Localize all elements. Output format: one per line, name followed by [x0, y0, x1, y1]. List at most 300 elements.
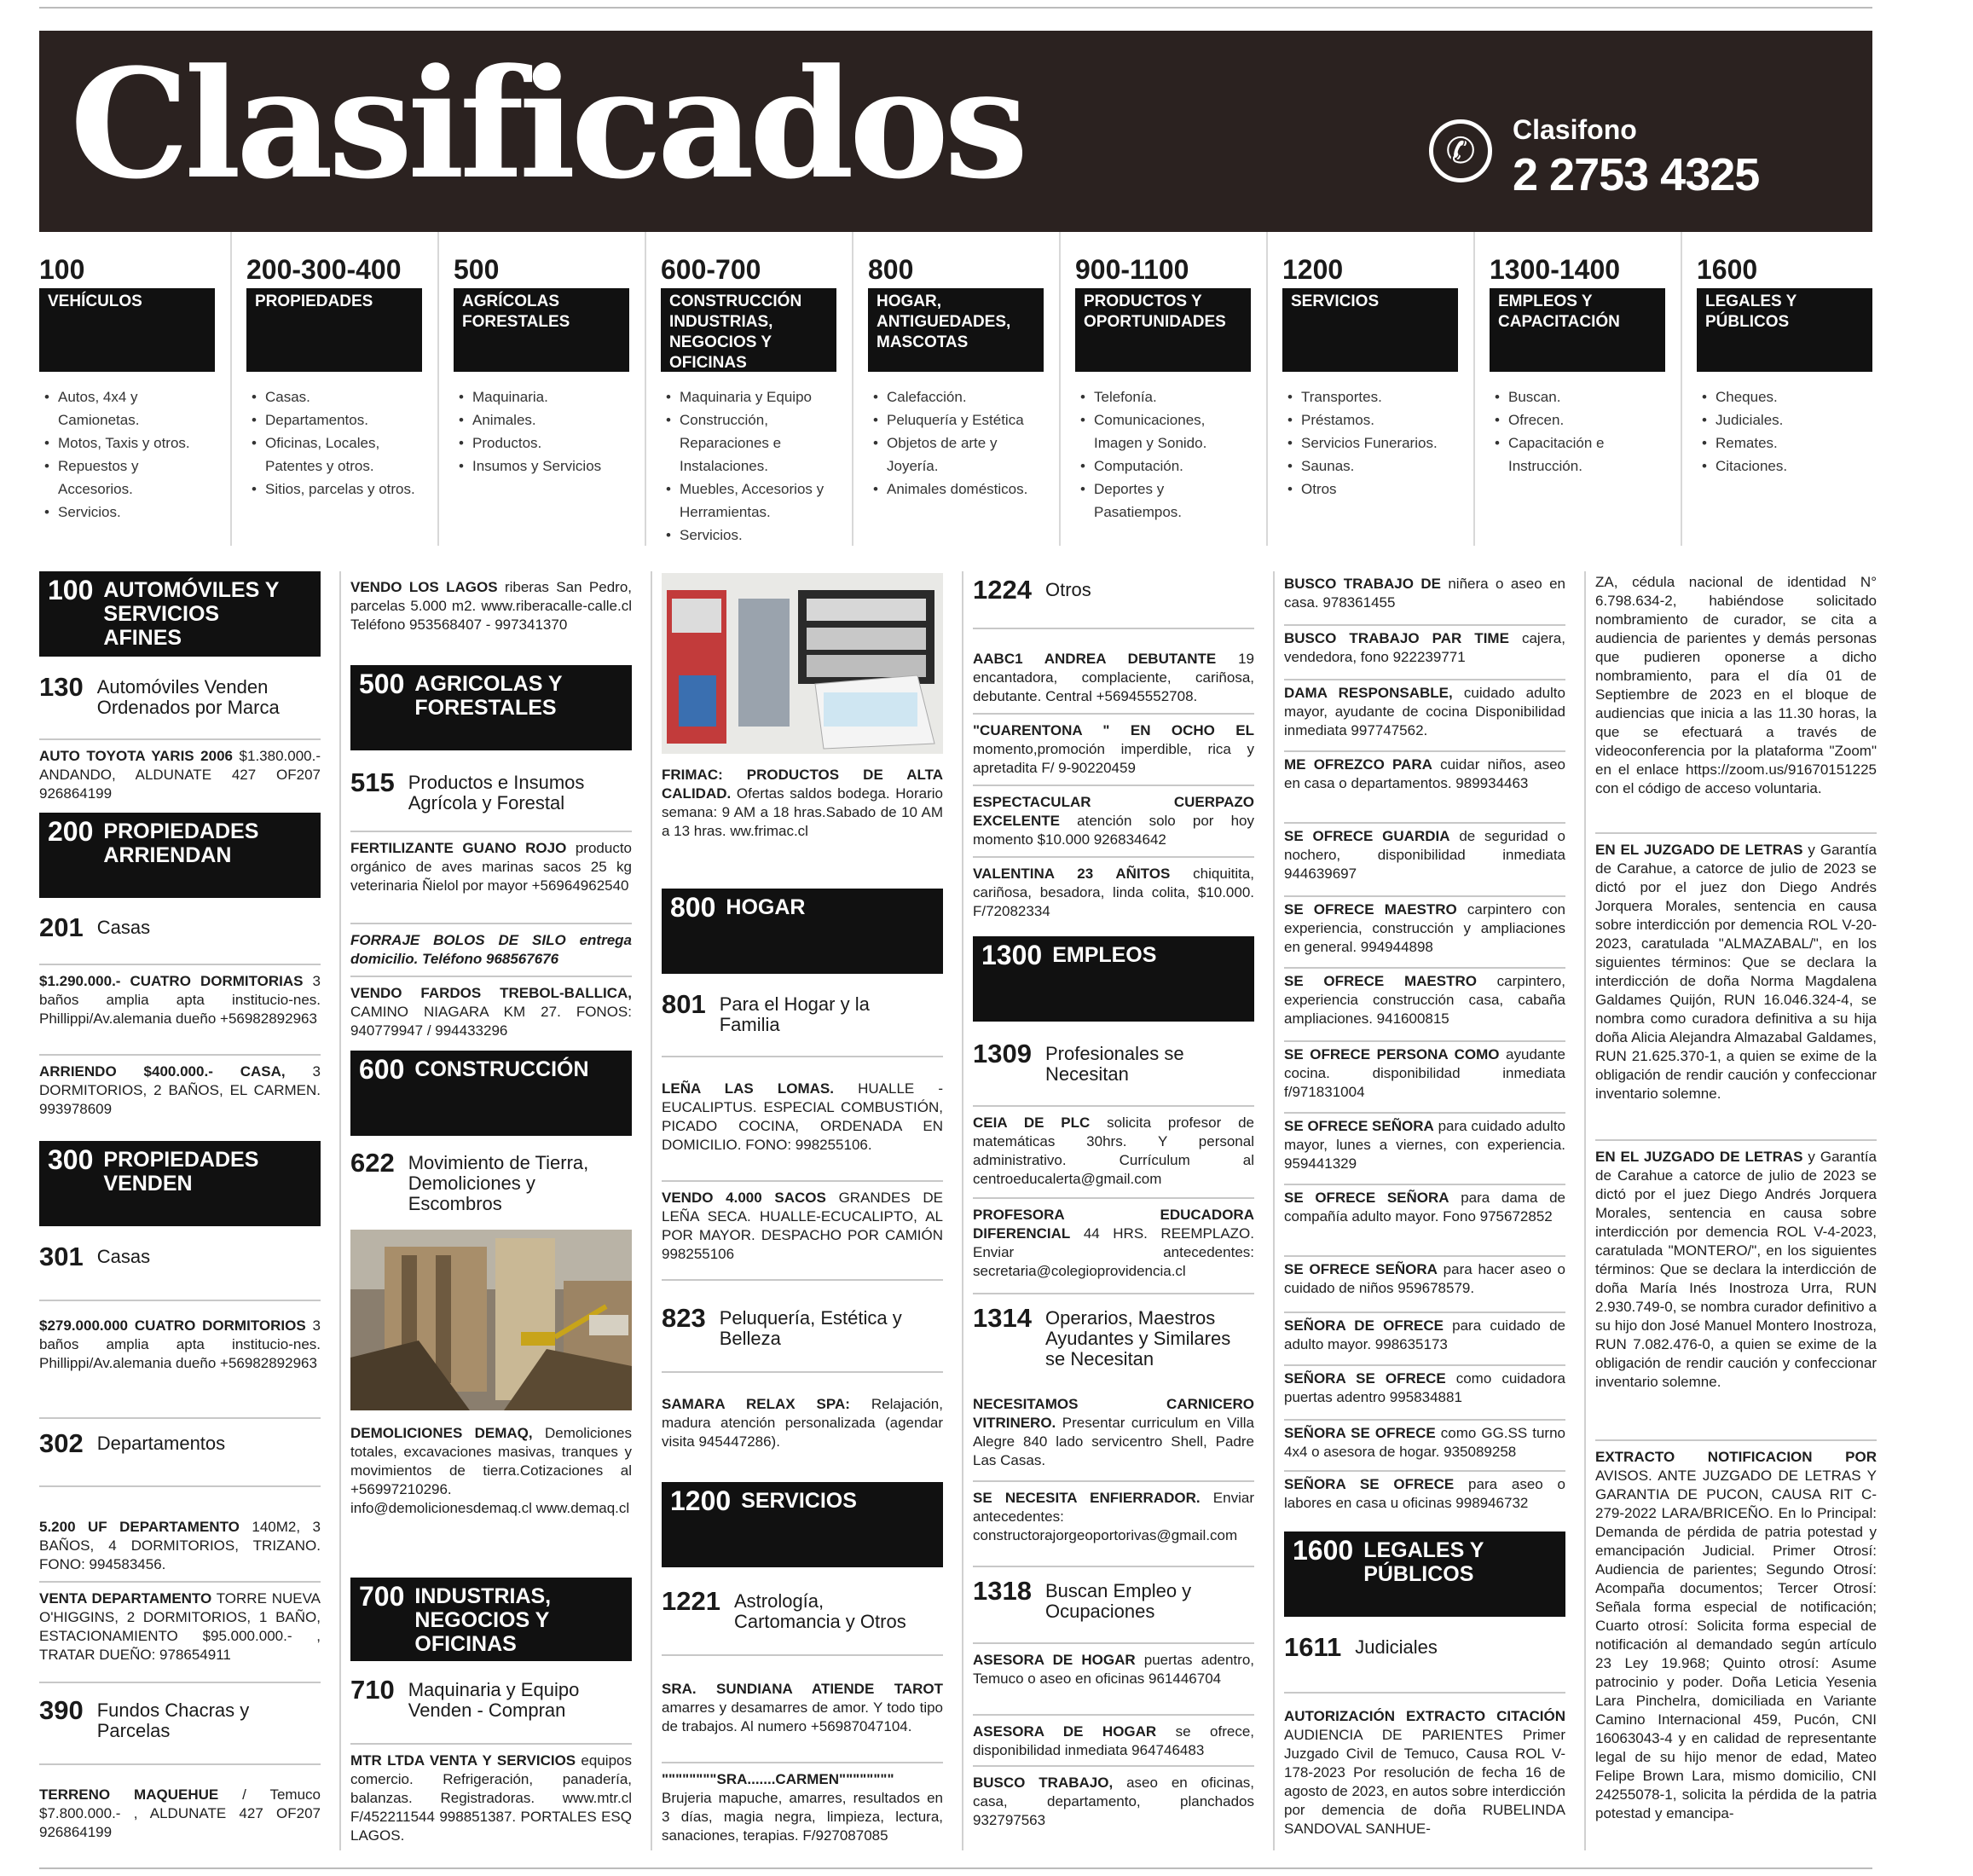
- category-item: • Comunicaciones, Imagen y Sonido.: [1094, 408, 1251, 455]
- subsection-302: [39, 1428, 321, 1459]
- ad-lead: EXTRACTO NOTIFICACION POR: [1595, 1449, 1877, 1465]
- ad-lead: CEIA DE PLC: [973, 1115, 1091, 1131]
- ad-body: Brujeria mapuche, amarres, resultados en 3 días, magia negra, limpieza, lectura, sanaciones, terapias. F/927087085: [662, 1790, 943, 1844]
- ad-job-seeker: [1284, 1045, 1565, 1102]
- section-number: 1300: [981, 940, 1043, 970]
- ad-fardos: [350, 984, 632, 1040]
- ad-juzgado-2: [1595, 1148, 1877, 1392]
- section-number: 100: [48, 575, 94, 605]
- ad-busco: [973, 1774, 1254, 1830]
- section-header-100: [39, 571, 321, 657]
- category-separator: [1473, 232, 1475, 546]
- ad-body: para cuidado adulto mayor, lunes a viernes, con experiencia. 959441329: [1284, 1118, 1565, 1172]
- subsection-622: [350, 1148, 632, 1214]
- ad-5200: [39, 1518, 321, 1574]
- subsection-number: 1309: [973, 1039, 1032, 1068]
- divider: [1284, 1311, 1565, 1313]
- column-separator: [962, 571, 963, 1850]
- clasifono-label: Clasifono: [1513, 114, 1637, 145]
- category-items: [454, 385, 629, 478]
- category-separator: [437, 232, 439, 546]
- divider: [39, 1485, 321, 1487]
- subsection-1221: [662, 1586, 943, 1632]
- ad-body: Relajación, madura atención personalizada (agendar visita 945447286).: [662, 1396, 943, 1450]
- divider: [1284, 1255, 1565, 1257]
- ad-body: carpintero con experiencia, construcción y ampliaciones en general. 994944898: [1284, 901, 1566, 955]
- ad-body: de seguridad o nochero, disponibilidad inmediata 944639697: [1284, 828, 1565, 882]
- frimac-photo: [662, 573, 943, 754]
- category-item: • Motos, Taxis y otros.: [58, 431, 215, 455]
- category-number: 1300-1400: [1490, 254, 1621, 285]
- category-item: • Casas.: [265, 385, 422, 408]
- section-header-600: [350, 1051, 632, 1136]
- category-item: • Peluquería y Estética: [887, 408, 1044, 431]
- ad-body: 140M2, 3 BAÑOS, 4 DORMITORIOS, TRIZANO. FONO: 994583456.: [39, 1519, 321, 1572]
- divider: [973, 1714, 1254, 1716]
- ad-lead: VENDO 4.000 SACOS: [662, 1190, 826, 1206]
- category-item: • Autos, 4x4 y Camionetas.: [58, 385, 215, 431]
- ad-body: y Garantía de Carahue, a catorce de julio de 2023 se dictó por el juez don Diego Andrés Jorquera Morales, sentencia en causa sobre interdicción por demencia ROL V-20-2023, caratulada "ALMAZABAL/", en los siguientes términos: Que se declara la interdicción de doña Norma Magdalena Galdames Quijón, RUN 16.046.324-4, se nombra como curadora definitiva a su hija doña Alicia Alejandra Almazabal Galdames, RUN 21.625.370-1, a quien se exime de la obligación de rendir caución y confeccionar inventario solemne.: [1595, 842, 1877, 1102]
- section-number: 300: [48, 1144, 94, 1175]
- divider: [662, 1654, 943, 1656]
- ad-job-seeker: [1284, 1189, 1565, 1226]
- section-title: PROPIEDADES ARRIENDAN: [103, 819, 259, 867]
- ad-body: 3 DORMITORIOS, 2 BAÑOS, EL CARMEN. 993978609: [39, 1063, 321, 1117]
- divider: [973, 1105, 1254, 1107]
- subsection-301: [39, 1242, 321, 1272]
- ad-profesora: [973, 1206, 1254, 1281]
- section-number: 1600: [1293, 1535, 1354, 1566]
- category-name: VEHÍCULOS: [39, 288, 215, 372]
- section-header-300: [39, 1141, 321, 1226]
- ad-lead: BUSCO TRABAJO,: [973, 1775, 1114, 1791]
- subsection-title: Movimiento de Tierra, Demoliciones y Escombros: [408, 1152, 589, 1214]
- category-number: 500: [454, 254, 500, 285]
- ad-aabc: [973, 650, 1254, 706]
- category-1200: [1282, 232, 1458, 546]
- category-number: 600-700: [661, 254, 761, 285]
- column-separator: [651, 571, 652, 1850]
- ad-job-seeker: [1284, 900, 1565, 957]
- category-name: LEGALES Y PÚBLICOS: [1697, 288, 1872, 372]
- ad-lead: SE OFRECE SEÑORA: [1284, 1190, 1449, 1206]
- bottom-rule: [39, 1867, 1872, 1869]
- subsection-130: [39, 672, 321, 718]
- section-title: AGRICOLAS Y FORESTALES: [414, 672, 563, 720]
- category-item: • Servicios.: [680, 524, 836, 547]
- ad-lead: AUTO TOYOTA YARIS 2006: [39, 748, 233, 764]
- ad-job-seeker: [1284, 827, 1565, 883]
- ad-job-seeker: [1284, 1260, 1565, 1298]
- section-number: 200: [48, 816, 94, 847]
- ad-job-seeker: [1284, 629, 1565, 667]
- section-title: EMPLEOS: [1052, 943, 1157, 967]
- section-header-1300: [973, 936, 1254, 1022]
- divider: [973, 628, 1254, 629]
- category-item: • Sitios, parcelas y otros.: [265, 478, 422, 501]
- divider: [39, 1054, 321, 1056]
- ad-body: y Garantía de Carahue a catorce de julio de 2023 se dictó por el juez Diego Andrés Jorquera Morales, sentencia en causa sobre interdicción por demencia ROL V-4-2023, caratulada "MONTERO/", en los siguientes términos: Que se declara la interdicción de doña María Inés Inostroza Urra, RUN 2.930.749-0, se nombra curador definitivo a su hijo don José Manuel Montero Inostroza, RUN 7.082.476-0, a quien se exime de la obligación de rendir caución y confeccionar inventario solemne.: [1595, 1149, 1877, 1390]
- divider: [973, 1765, 1254, 1767]
- ad-lead: ESPECTACULAR CUERPAZO EXCELENTE: [973, 794, 1254, 829]
- ad-lead: 5.200 UF DEPARTAMENTO: [39, 1519, 240, 1535]
- category-item: • Oficinas, Locales, Patentes y otros.: [265, 431, 422, 478]
- ad-lead: SEÑORA SE OFRECE: [1284, 1476, 1455, 1492]
- ad-body: puertas adentro, Temuco o aseo en oficinas 961446704: [973, 1652, 1254, 1687]
- category-items: [1490, 385, 1665, 478]
- ad-lead: LEÑA LAS LOMAS.: [662, 1080, 834, 1097]
- masthead: [39, 31, 1872, 232]
- section-header-200: [39, 813, 321, 898]
- section-number: 700: [359, 1581, 405, 1612]
- subsection-number: 1318: [973, 1576, 1032, 1606]
- top-rule: [39, 7, 1872, 9]
- ad-body: riberas San Pedro, parcelas 5.000 m2. www.riberacalle-calle.cl Teléfono 953568407 - 997341370: [350, 579, 633, 633]
- ad-asesora-2: [973, 1723, 1254, 1760]
- ad-lead: ASESORA DE HOGAR: [973, 1652, 1136, 1668]
- category-item: • Calefacción.: [887, 385, 1044, 408]
- ad-body: 19 encantadora, complaciente, cariñosa, debutante. Central +56945552708.: [973, 651, 1254, 704]
- category-name: SERVICIOS: [1282, 288, 1458, 372]
- category-separator: [1681, 232, 1682, 546]
- divider: [973, 785, 1254, 786]
- ad-autorizacion: [1284, 1707, 1565, 1838]
- divider: [350, 923, 632, 924]
- subsection-title: Profesionales se Necesitan: [1044, 1043, 1184, 1085]
- ad-lead: BUSCO TRABAJO DE: [1284, 576, 1441, 592]
- ad-lead: SE OFRECE SEÑORA: [1284, 1261, 1438, 1277]
- section-title: SERVICIOS: [741, 1489, 857, 1513]
- divider: [973, 1480, 1254, 1482]
- category-item: • Repuestos y Accesorios.: [58, 455, 215, 501]
- subsection-1611: [1284, 1632, 1565, 1663]
- ad-body: ayudante cocina. disponibilidad inmediata f/971831004: [1284, 1046, 1565, 1100]
- category-600-700: [661, 232, 836, 546]
- subsection-title: Fundos Chacras y Parcelas: [96, 1699, 250, 1741]
- ad-lead: EN EL JUZGADO DE LETRAS: [1595, 842, 1803, 858]
- ad-job-seeker: [1284, 756, 1565, 793]
- column-separator: [339, 571, 341, 1850]
- category-name: AGRÍCOLAS FORESTALES: [454, 288, 629, 372]
- subsection-801: [662, 989, 943, 1035]
- phone-icon: ✆: [1429, 119, 1492, 182]
- subsection-title: Casas: [96, 917, 151, 938]
- ad-lead: AABC1 ANDREA DEBUTANTE: [973, 651, 1217, 667]
- subsection-number: 301: [39, 1242, 84, 1271]
- divider: [1284, 1184, 1565, 1185]
- category-number: 800: [868, 254, 914, 285]
- ad-body: producto orgánico de aves marinas sacos 25 kg veterinaria Ñielol por mayor +56964962540: [350, 840, 633, 894]
- ad-lead: $1.290.000.- CUATRO DORMITORIAS: [39, 973, 304, 989]
- ad-job-seeker: [1284, 1475, 1565, 1513]
- ad-frimac: [662, 766, 943, 841]
- subsection-number: 1611: [1284, 1632, 1342, 1662]
- category-item: • Maquinaria.: [472, 385, 629, 408]
- ad-job-seeker: [1284, 1369, 1565, 1407]
- divider: [39, 1682, 321, 1683]
- divider: [662, 1371, 943, 1373]
- ad-body: Demoliciones totales, excavaciones masivas, tranques y movimientos de tierra.Cotizaciones al +56997210296. info@demolicionesdemaq.cl www.demaq.cl: [350, 1425, 632, 1516]
- divider: [973, 1566, 1254, 1567]
- ad-lead: SEÑORA SE OFRECE: [1284, 1370, 1446, 1387]
- subsection-title: Peluquería, Estética y Belleza: [719, 1307, 902, 1349]
- ad-forraje: [350, 931, 632, 969]
- ad-lead: SE OFRECE SEÑORA: [1284, 1118, 1434, 1134]
- ad-enfierrador: [973, 1489, 1254, 1545]
- category-separator: [1266, 232, 1268, 546]
- ad-body: como GG.SS turno 4x4 o asesora de hogar. 935089258: [1284, 1425, 1565, 1460]
- divider: [1284, 822, 1565, 824]
- category-number: 900-1100: [1075, 254, 1189, 285]
- category-item: • Insumos y Servicios: [472, 455, 629, 478]
- divider: [973, 1293, 1254, 1294]
- subsection-title: Otros: [1044, 579, 1091, 600]
- ad-lead: FORRAJE BOLOS DE SILO: [350, 932, 566, 948]
- ad-lagos: [350, 578, 632, 634]
- ad-arriendo: [39, 1062, 321, 1119]
- category-name: PRODUCTOS Y OPORTUNIDADES: [1075, 288, 1251, 372]
- ad-job-seeker: [1284, 684, 1565, 740]
- divider: [1284, 967, 1565, 969]
- subsection-1224: [973, 575, 1254, 605]
- ad-lead: SRA. SUNDIANA ATIENDE TAROT: [662, 1681, 943, 1697]
- subsection-number: 823: [662, 1303, 706, 1333]
- ad-body: se ofrece, disponibilidad inmediata 964746483: [973, 1723, 1254, 1758]
- category-item: • Animales.: [472, 408, 629, 431]
- masthead-title: Clasificados: [70, 36, 1024, 212]
- ad-body: cuidar niños, aseo en casa o departamentos. 989934463: [1284, 756, 1566, 791]
- subsection-number: 1221: [662, 1586, 720, 1616]
- ad-lead: FERTILIZANTE GUANO ROJO: [350, 840, 567, 856]
- ad-body: equipos comercio. Refrigeración, panadería, balanzas. Registradoras. www.mtr.cl F/452211544 998851387. PORTALES ESQ LAGOS.: [350, 1752, 632, 1844]
- divider: [662, 1279, 943, 1281]
- section-header-500: [350, 665, 632, 750]
- section-title: HOGAR: [726, 895, 806, 919]
- ad-body: ZA, cédula nacional de identidad N° 6.798.634-2, habiéndose solicitado nombramiento de curador, se cita a audiencia de parientes y demás personas que pudieren oponerse a dicho nombramiento, para el día 01 de Septiembre de 2023 en el bloque de audiencias que inicia a las 11.30 horas, la que se efectuará a través de videoconferencia por la plataforma "Zoom" en el enlace https://zoom.us/91670151225 con el código de acceso voluntaria.: [1595, 574, 1877, 796]
- section-number: 800: [670, 892, 716, 923]
- ad-body: niñera o aseo en casa. 978361455: [1284, 576, 1565, 611]
- category-items: [1697, 385, 1872, 478]
- divider: [1284, 1419, 1565, 1421]
- category-200-300-400: [246, 232, 422, 546]
- category-name: EMPLEOS Y CAPACITACIÓN: [1490, 288, 1665, 372]
- category-items: [246, 385, 422, 501]
- subsection-710: [350, 1675, 632, 1721]
- divider: [1284, 1364, 1565, 1366]
- subsection-number: 801: [662, 989, 706, 1019]
- subsection-number: 1224: [973, 575, 1032, 605]
- divider: [1284, 895, 1565, 897]
- ad-body: / Temuco $7.800.000.- , ALDUNATE 427 OF207 926864199: [39, 1786, 321, 1840]
- category-item: • Cheques.: [1716, 385, 1872, 408]
- ad-body: AVISOS. ANTE JUZGADO DE LETRAS Y GARANTIA DE PUCON, CAUSA RIT C-279-2022 LARA/BRICEÑO. En lo Principal: Demanda de pérdida de patria potestad y emancipación Judicial. Primer Otrosí: Audiencia de parientes; Segundo Otrosí: Acompaña documentos; Tercer Otrosí: Señala forma especial de notificación; Cuarto otrosí: Solicita forma especial de notificación al demandado según artículo 23 Ley 19.968; Quinto otrosí: Asume patrocinio y poder. Doña Leticia Yesenia Lara Pinchelra, domiciliada en Variante Camino Internacional 459, Pucón, CNI 16063043-4 y en calidad de representante legal de su hijo menor de edad, Mateo Felipe Brown Lara, mismo domicilio, CNI 24255078-1, solicita la pérdida de la patria potestad y emancipa-: [1595, 1468, 1877, 1821]
- ad-curator-continued: [1595, 573, 1877, 798]
- category-item: • Buscan.: [1508, 385, 1665, 408]
- divider: [662, 1056, 943, 1057]
- subsection-number: 201: [39, 912, 84, 942]
- subsection-1314: [973, 1303, 1254, 1369]
- ad-body: Ofertas saldos bodega. Horario semana: 9 AM a 18 hras.Sabado de 10 AM a 13 hras. ww.frimac.cl: [662, 785, 943, 839]
- section-header-700: [350, 1578, 632, 1661]
- category-1300-1400: [1490, 232, 1665, 546]
- category-100: [39, 232, 215, 546]
- ad-lead: EN EL JUZGADO DE LETRAS: [1595, 1149, 1803, 1165]
- ad-lead: DAMA RESPONSABLE,: [1284, 685, 1453, 701]
- category-name: CONSTRUCCIÓN INDUSTRIAS, NEGOCIOS Y OFICINAS: [661, 288, 836, 372]
- ad-body: para hacer aseo o cuidado de niños 959678579.: [1284, 1261, 1565, 1296]
- category-item: • Animales domésticos.: [887, 478, 1044, 501]
- ad-lead: """"""""SRA.......CARMEN"""""""": [662, 1771, 894, 1787]
- ad-body: cuidado adulto mayor, ayudante de cocina Disponibilidad inmediata 997747562.: [1284, 685, 1565, 738]
- subsection-title: Judiciales: [1355, 1636, 1438, 1658]
- subsection-title: Para el Hogar y la Familia: [719, 993, 870, 1035]
- subsection-number: 390: [39, 1695, 84, 1725]
- ad-mtr: [350, 1752, 632, 1845]
- section-header-1600: [1284, 1531, 1565, 1617]
- ad-body: carpintero, experiencia construcción casa, cabaña ampliaciones. 941600815: [1284, 973, 1565, 1027]
- section-title: INDUSTRIAS, NEGOCIOS Y OFICINAS: [414, 1584, 552, 1656]
- category-item: • Construcción, Reparaciones e Instalaciones.: [680, 408, 836, 478]
- divider: [39, 964, 321, 965]
- ad-body: GRANDES DE LEÑA SECA. HUALLE-ECUCALIPTO, AL POR MAYOR. DESPACHO POR CAMIÓN 998255106: [662, 1190, 943, 1262]
- ad-job-seeker: [1284, 1117, 1565, 1173]
- divider: [1284, 1692, 1565, 1694]
- ad-lead: ARRIENDO $400.000.- CASA,: [39, 1063, 286, 1080]
- section-header-800: [662, 889, 943, 974]
- ad-body: AUDIENCIA DE PARIENTES Primer Juzgado Civil de Temuco, Causa ROL V-178-2023 Por resolución de fecha 16 de agosto de 2023, en autos sobre interdicción por demencia de doña RUBELINDA SANDOVAL SANHUE-: [1284, 1727, 1565, 1837]
- ad-venta: [39, 1589, 321, 1665]
- frimac-photo-image: [662, 573, 943, 754]
- subsection-number: 622: [350, 1148, 395, 1178]
- category-item: • Computación.: [1094, 455, 1251, 478]
- ad-lead: TERRENO MAQUEHUE: [39, 1786, 219, 1803]
- ad-body: 3 baños amplia apta institucio-nes. Phillippi/Av.alemania dueño +56982892963: [39, 1317, 321, 1371]
- ad-body: 3 baños amplia apta institucio-nes. Phillippi/Av.alemania dueño +56982892963: [39, 973, 321, 1027]
- category-separator: [852, 232, 853, 546]
- ad-lead: SAMARA RELAX SPA:: [662, 1396, 850, 1412]
- category-number: 1200: [1282, 254, 1344, 285]
- category-900-1100: [1075, 232, 1251, 546]
- ad-juzgado-1: [1595, 841, 1877, 1103]
- ad-body: momento,promoción imperdible, rica y apretadita F/ 9-90220459: [973, 741, 1254, 776]
- category-number: 1600: [1697, 254, 1758, 285]
- ad-body: para cuidado de adulto mayor. 998635173: [1284, 1317, 1565, 1352]
- ad-279: [39, 1317, 321, 1373]
- category-items: [1282, 385, 1458, 501]
- ad-lead: VENTA DEPARTAMENTO: [39, 1590, 212, 1607]
- category-separator: [230, 232, 232, 546]
- ad-lead: VENDO LOS LAGOS: [350, 579, 498, 595]
- divider: [350, 976, 632, 977]
- ad-carmen: [662, 1770, 943, 1845]
- category-item: • Judiciales.: [1716, 408, 1872, 431]
- ad-body: entrega domicilio. Teléfono 968567676: [350, 932, 632, 967]
- demolition-photo: [350, 1230, 632, 1410]
- ad-extracto: [1595, 1448, 1877, 1823]
- ad-asesora-1: [973, 1651, 1254, 1688]
- column-separator: [1273, 571, 1275, 1850]
- ad-lead: SE OFRECE MAESTRO: [1284, 973, 1477, 989]
- category-name: HOGAR, ANTIGUEDADES, MASCOTAS: [868, 288, 1044, 372]
- ad-samara: [662, 1395, 943, 1451]
- ad-sundiana: [662, 1680, 943, 1736]
- ad-lead: FRIMAC: PRODUCTOS DE ALTA CALIDAD.: [662, 767, 943, 802]
- section-header-1200: [662, 1482, 943, 1567]
- ad-ceia: [973, 1114, 1254, 1189]
- divider: [39, 738, 321, 740]
- ad-body: TORRE NUEVA O'HIGGINS, 2 DORMITORIOS, 1 BAÑO, ESTACIONAMIENTO $95.000.000.- , TRATAR DUEÑO: 978654911: [39, 1590, 321, 1663]
- ad-lead: SEÑORA DE OFRECE: [1284, 1317, 1444, 1334]
- category-items: [661, 385, 836, 547]
- clasifono-number: 2 2753 4325: [1513, 149, 1760, 200]
- ad-lead: VENDO FARDOS TREBOL-BALLICA,: [350, 985, 632, 1001]
- ad-body: para dama de compañía adulto mayor. Fono 975672852: [1284, 1190, 1565, 1225]
- divider: [1284, 679, 1565, 680]
- category-number: 100: [39, 254, 85, 285]
- divider: [973, 713, 1254, 715]
- category-item: • Otros: [1301, 478, 1458, 501]
- ad-lead: VALENTINA 23 AÑITOS: [973, 866, 1171, 882]
- ad-body: HUALLE - EUCALIPTUS. ESPECIAL COMBUSTIÓN, PICADO COCINA, ORDENADA EN DOMICILIO. FONO: 998255106.: [662, 1080, 944, 1153]
- ad-body: 44 HRS. REEMPLAZO. Enviar antecedentes: secretaria@colegioprovidencia.cl: [973, 1225, 1254, 1279]
- ad-lead: PROFESORA EDUCADORA DIFERENCIAL: [973, 1207, 1254, 1242]
- category-item: • Objetos de arte y Joyería.: [887, 431, 1044, 478]
- subsection-number: 130: [39, 672, 84, 702]
- subsection-number: 710: [350, 1675, 395, 1705]
- subsection-201: [39, 912, 321, 943]
- ad-body: solicita profesor de matemáticas 30hrs. Y personal administrativo. Currículum al centroeducalerta@gmail.com: [973, 1115, 1254, 1187]
- divider: [973, 1197, 1254, 1199]
- subsection-title: Departamentos: [96, 1433, 226, 1454]
- category-items: [39, 385, 215, 524]
- divider: [350, 1743, 632, 1745]
- category-number: 200-300-400: [246, 254, 402, 285]
- ad-lead: SE OFRECE PERSONA COMO: [1284, 1046, 1500, 1062]
- ad-body: CAMINO NIAGARA KM 27. FONOS: 940779947 / 994433296: [350, 1004, 632, 1039]
- ad-fertilizante: [350, 839, 632, 895]
- category-item: • Ofrecen.: [1508, 408, 1665, 431]
- subsection-1318: [973, 1576, 1254, 1622]
- category-separator: [1059, 232, 1061, 546]
- category-item: • Telefonía.: [1094, 385, 1251, 408]
- category-item: • Transportes.: [1301, 385, 1458, 408]
- section-title: LEGALES Y PÚBLICOS: [1363, 1538, 1484, 1586]
- ad-body: $1.380.000.- ANDANDO, ALDUNATE 427 OF207 926864199: [39, 748, 321, 802]
- ad-body: chiquitita, cariñosa, besadora, linda colita, $10.000. F/72082334: [973, 866, 1254, 919]
- category-separator: [645, 232, 646, 546]
- ad-body: como cuidadora puertas adentro 995834881: [1284, 1370, 1565, 1405]
- divider: [39, 1581, 321, 1583]
- ad-lead: ASESORA DE HOGAR: [973, 1723, 1157, 1740]
- ad-job-seeker: [1284, 575, 1565, 612]
- subsection-title: Casas: [96, 1246, 151, 1267]
- divider: [1284, 1112, 1565, 1114]
- ad-cuarentona: [973, 721, 1254, 778]
- subsection-number: 1314: [973, 1303, 1032, 1333]
- ad-demoliciones: [350, 1424, 632, 1518]
- divider: [1284, 624, 1565, 626]
- ad-lead: MTR LTDA VENTA Y SERVICIOS: [350, 1752, 576, 1769]
- divider: [1595, 1439, 1877, 1441]
- divider: [39, 1763, 321, 1765]
- ad-body: atención solo por hoy momento $10.000 926834642: [973, 813, 1254, 848]
- subsection-number: 302: [39, 1428, 84, 1458]
- section-number: 500: [359, 669, 405, 699]
- ad-lead: BUSCO TRABAJO PAR TIME: [1284, 630, 1509, 646]
- category-item: • Productos.: [472, 431, 629, 455]
- category-items: [1075, 385, 1251, 524]
- divider: [350, 831, 632, 832]
